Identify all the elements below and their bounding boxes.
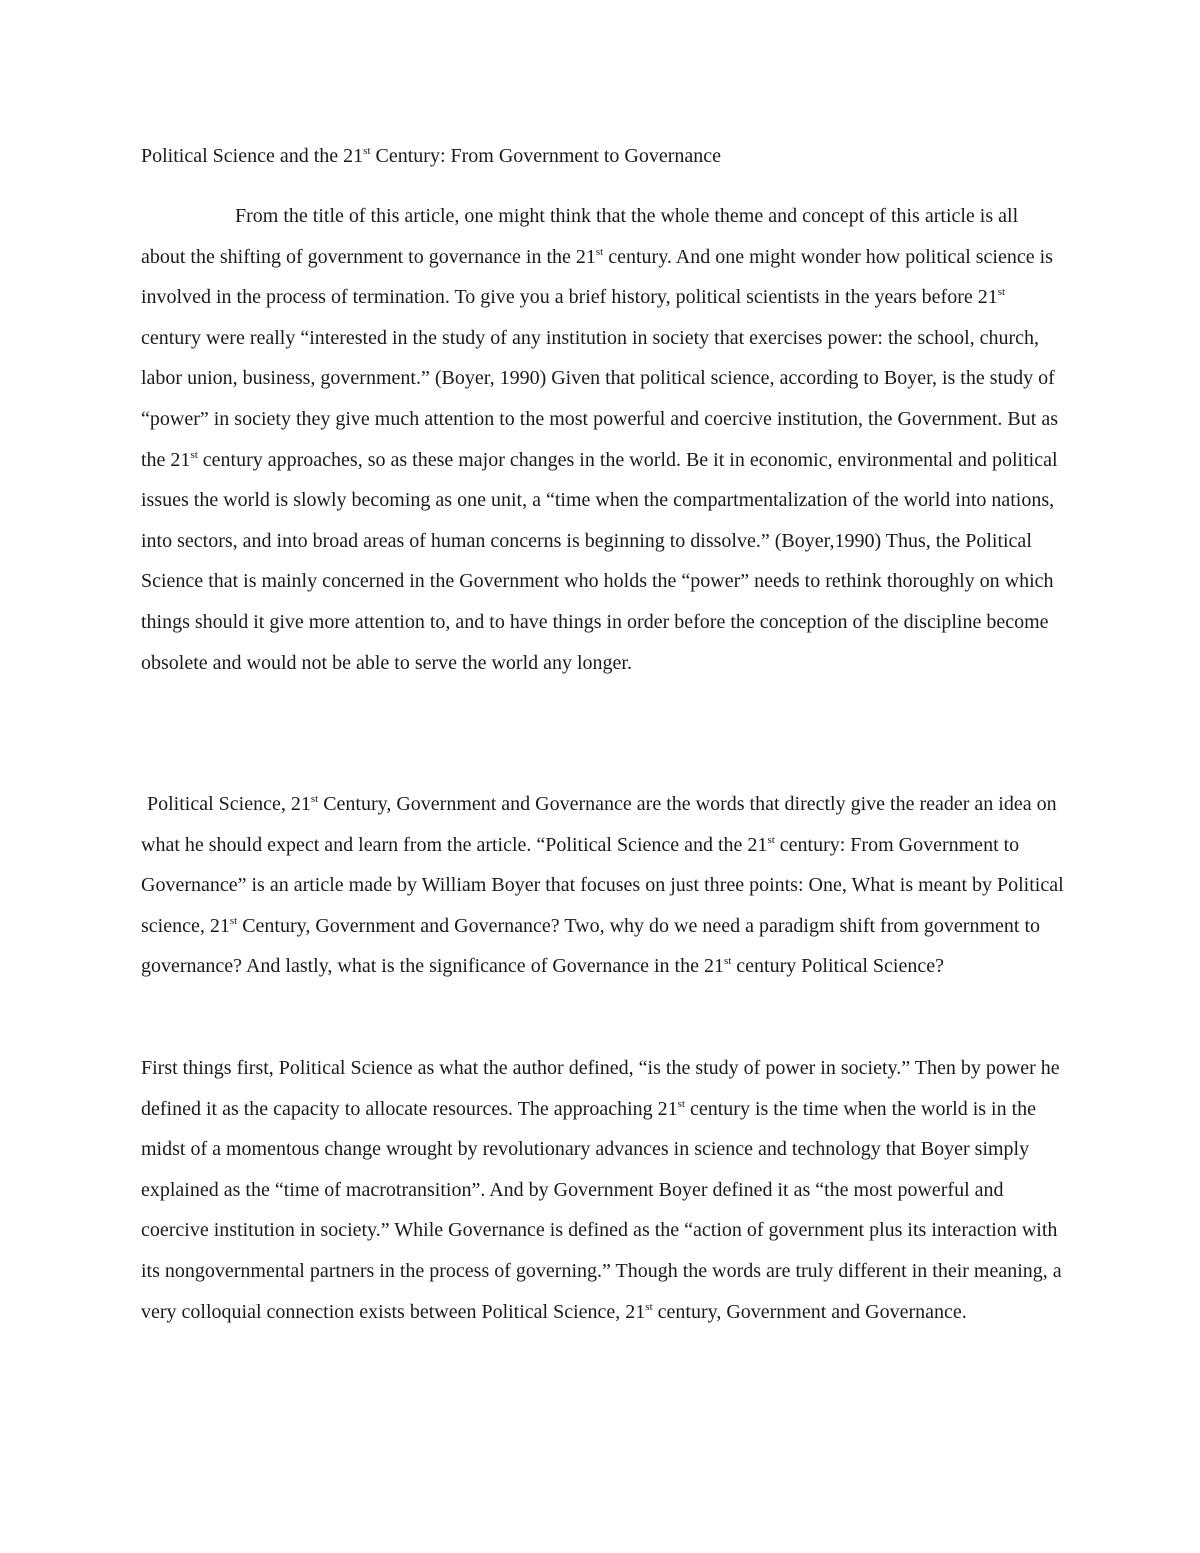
title-text-end: Century: From Government to Governance — [370, 145, 721, 167]
ordinal-superscript: st — [645, 1300, 653, 1313]
paragraph-text: Century, Government and Governance? Two, why do we need a paradigm shift from government to governance? And lastly, what is the significance of Governance in the 21 — [141, 914, 1041, 978]
paragraph-text: century approaches, so as these major changes in the world. Be it in economic, environmental and political issues the world is slowly becoming as one unit, a “time when the compartmentalization of the world into nations, into sectors, and into broad areas of human concerns is beginning to dissolve.” (Boyer,1990) Thus, the Political Science that is mainly concerned in the Government who holds the “power” needs to rethink thoroughly on which things should it give more attention to, and to have things in order before the conception of the discipline become obsolete and would not be able to serve the world any longer. — [141, 448, 1058, 674]
ordinal-superscript: st — [229, 914, 238, 927]
paragraph-1 — [141, 196, 1066, 683]
document-page — [141, 0, 1066, 1553]
paragraph-2 — [141, 784, 1066, 987]
paragraph-text: Century, Government and Governance are the words that directly give the reader an idea on what he should expect and learn from the article. “Political Science and the 21 — [141, 793, 1057, 856]
paragraph-text: First things first, Political Science as what the author defined, “is the study of power in society.” Then by power he defined it as the capacity to allocate resources. The approaching 21 — [141, 1057, 1060, 1120]
ordinal-superscript: st — [997, 286, 1006, 299]
paragraph-text: Political Science, 21 — [147, 793, 311, 815]
ordinal-superscript: st — [190, 448, 198, 461]
ordinal-superscript: st — [767, 833, 775, 846]
paragraph-text: century, Government and Governance. — [652, 1300, 967, 1323]
paragraph-text: century: From Government to Governance” is an article made by William Boyer that focuses on just three points: One, What is meant by Political science, 21 — [141, 833, 1064, 937]
title-text: Political Science and the 21 — [141, 145, 364, 167]
paragraph-text: century were really “interested in the study of any institution in society that exercises power: the school, church, labor union, business, government.” (Boyer, 1990) Given that political science, according to Boyer, is the study of “power” in society they give much attention to the most powerful and coercive institution, the Government. But as the 21 — [141, 326, 1058, 471]
paragraph-text: century Political Science? — [731, 955, 944, 978]
paragraph-text: From the title of this article, one might think that the whole theme and concept of this article is all about the shifting of government to governance in the 21 — [141, 205, 1019, 268]
ordinal-superscript: st — [677, 1097, 685, 1110]
ordinal-superscript: st — [723, 955, 732, 968]
ordinal-superscript: st — [595, 245, 604, 258]
document-title — [141, 140, 1066, 172]
paragraph-text: century. And one might wonder how political science is involved in the process of termination. To give you a brief history, political scientists in the years before 21 — [141, 245, 1053, 309]
paragraph-text: century is the time when the world is in the midst of a momentous change wrought by revolutionary advances in science and technology that Boyer simply explained as the “time of macrotransition”. And by Government Boyer defined it as “the most powerful and coercive institution in society.” While Governance is defined as the “action of government plus its interaction with its nongovernmental partners in the process of governing.” Though the words are truly different in their meaning, a very colloquial connection exists between Political Science, 21 — [141, 1097, 1062, 1323]
title-superscript: st — [363, 145, 371, 157]
paragraph-3 — [141, 1048, 1066, 1332]
ordinal-superscript: st — [310, 793, 319, 805]
